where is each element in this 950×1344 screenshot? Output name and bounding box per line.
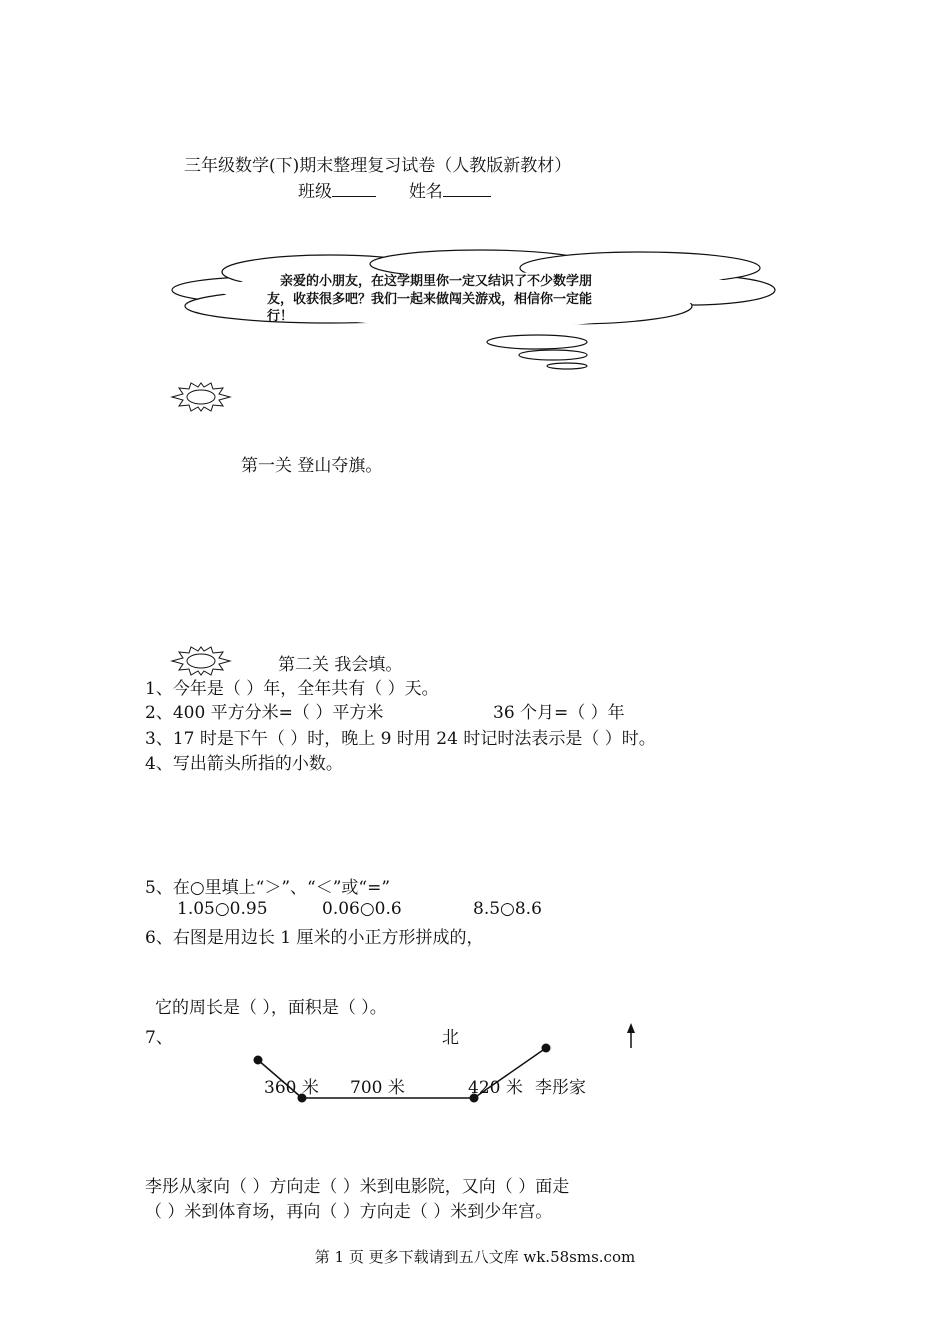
class-name-line: [298, 177, 491, 202]
home-label: 李彤家: [535, 1078, 586, 1098]
cloud-text-line-2: 友，收获很多吧？我们一起来做闯关游戏，相信你一定能: [267, 292, 593, 307]
class-blank: [332, 195, 376, 197]
name-blank: [443, 195, 491, 197]
cloud-text-line-1: 亲爱的小朋友，在这学期里你一定又结识了不少数学朋: [280, 274, 593, 289]
section-1-title: 第一关 登山夺旗。: [241, 456, 383, 476]
sun-icon: [172, 647, 230, 675]
question-6b: 它的周长是（ ），面积是（ ）。: [155, 998, 387, 1018]
question-3: 3、17 时是下午（ ）时，晚上 9 时用 24 时记时法表示是（ ）时。: [145, 729, 656, 749]
question-5: 5、在○里填上“＞”、“＜”或“=”: [145, 878, 391, 898]
sun-icon: [172, 383, 230, 411]
name-label: 姓名: [408, 182, 443, 202]
north-label: 北: [442, 1028, 459, 1048]
cloud-text-line-3: 行！: [267, 309, 294, 324]
section-2-title: 第二关 我会填。: [278, 655, 403, 675]
thought-cloud: [172, 250, 775, 369]
page-footer: 第 1 页 更多下载请到五八文库 wk.58sms.com: [314, 1248, 636, 1266]
question-7: 7、: [145, 1028, 173, 1048]
distance-label-3: 420 米: [468, 1078, 523, 1098]
question-1: 1、今年是（ ）年，全年共有（ ）天。: [145, 679, 439, 699]
question-4: 4、写出箭头所指的小数。: [145, 754, 343, 774]
question-6: 6、右图是用边长 1 厘米的小正方形拼成的，: [145, 928, 484, 948]
question-2b: 36 个月=（ ）年: [493, 703, 625, 723]
question-7b: （ ）米到体育场，再向（ ）方向走（ ）米到少年宫。: [145, 1202, 553, 1222]
distance-label-2: 700 米: [350, 1078, 405, 1098]
page-title: 三年级数学(下)期末整理复习试卷（人教版新教材）: [184, 156, 572, 176]
question-5a: 1.05○0.95: [177, 899, 268, 919]
north-arrow-icon: [627, 1023, 635, 1048]
distance-label-1: 360 米: [264, 1078, 319, 1098]
question-7a: 李彤从家向（ ）方向走（ ）米到电影院，又向（ ）面走: [145, 1177, 570, 1197]
question-5c: 8.5○8.6: [473, 899, 542, 919]
class-label: 班级: [298, 182, 332, 202]
question-2a: 2、400 平方分米=（ ）平方米: [145, 703, 384, 723]
question-5b: 0.06○0.6: [322, 899, 402, 919]
